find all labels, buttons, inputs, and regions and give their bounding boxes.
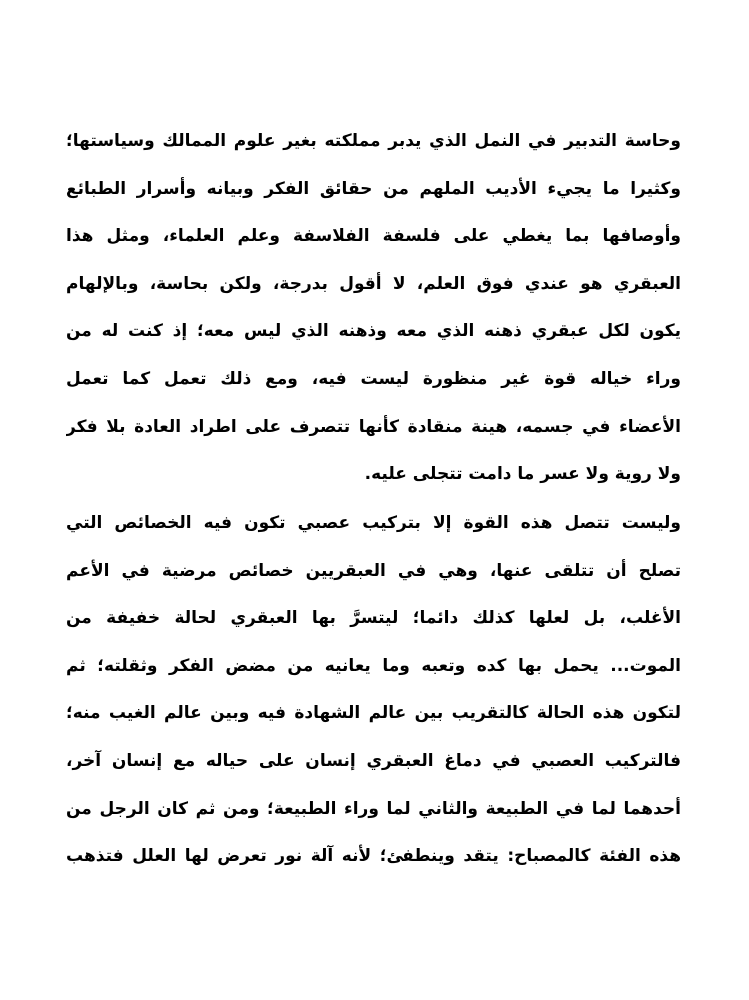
paragraph-1-line-8: ولا روية ولا عسر ما دامت تتجلى عليه. <box>364 464 681 485</box>
paragraph-2-line-6: فالتركيب العصبي في دماغ العبقري إنسان على حياله مع إنسان آخر، <box>66 750 681 771</box>
paragraph-1-line-5: يكون لكل عبقري ذهنه الذي معه وذهنه الذي ليس معه؛ إذ كنت له من <box>66 321 681 342</box>
paragraph-2-line-7: أحدهما لما في الطبيعة والثاني لما وراء الطبيعة؛ ومن ثم كان الرجل من <box>66 798 681 819</box>
paragraph-1-line-1: وحاسة التدبير في النمل الذي يدبر مملكته بغير علوم الممالك وسياستها؛ <box>66 131 681 151</box>
paragraph-2-line-3: الأغلب، بل لعلها كذلك دائما؛ ليتسرَّ بها العبقري لحالة خفيفة من <box>66 608 681 629</box>
paragraph-1-line-7: الأعضاء في جسمه، هينة منقادة كأنها تتصرف على اطراد العادة بلا فكر <box>66 416 681 437</box>
paragraph-2-line-1: وليست تتصل هذه القوة إلا بتركيب عصبي تكون فيه الخصائص التي <box>66 513 681 533</box>
paragraph-1-line-2: وكثيرا ما يجيء الأديب الملهم من حقائق الفكر وبيانه وأسرار الطبائع <box>66 178 681 199</box>
paragraph-1-line-6: وراء خياله قوة غير منظورة ليست فيه، ومع ذلك تعمل كما تعمل <box>66 368 681 389</box>
paragraph-2-line-2: تصلح أن تتلقى عنها، وهي في العبقريين خصائص مرضية في الأعم <box>66 560 681 581</box>
paragraph-2-line-5: لتكون هذه الحالة كالتقريب بين عالم الشهادة فيه وبين عالم الغيب منه؛ <box>66 703 681 724</box>
paragraph-1 <box>66 124 681 505</box>
paragraph-1-line-4: العبقري هو عندي فوق العلم، لا أقول بدرجة، ولكن بحاسة، وبالإلهام <box>66 273 681 294</box>
paragraph-1-line-3: وأوصافها بما يغطي على فلسفة الفلاسفة وعلم العلماء، ومثل هذا <box>66 226 681 247</box>
paragraph-2-line-8: هذه الفئة كالمصباح: يتقد وينطفئ؛ لأنه آلة نور تعرض لها العلل فتذهب <box>66 846 681 867</box>
paragraph-2-line-4: الموت... يحمل بها كده وتعبه وما يعانيه من مضض الفكر وثقلته؛ ثم <box>66 655 681 676</box>
paragraph-2 <box>66 506 681 887</box>
